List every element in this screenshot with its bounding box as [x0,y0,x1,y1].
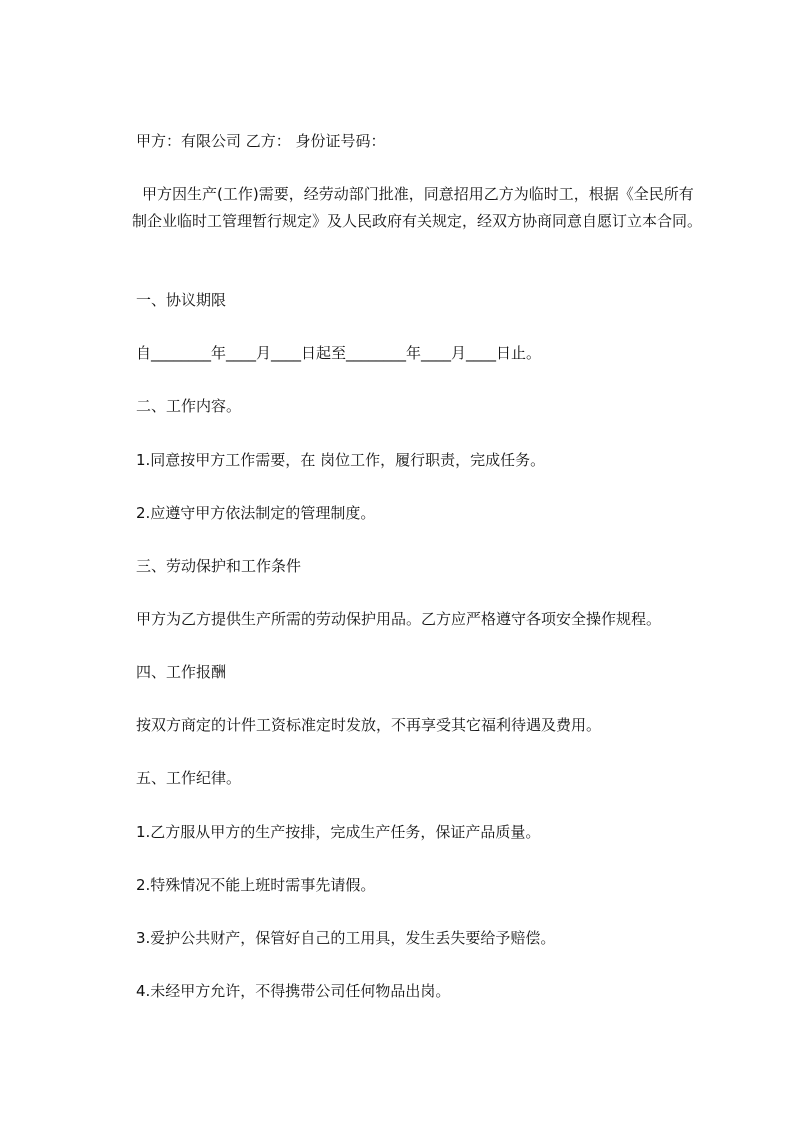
section-1-text: 自________年____月____日起至________年____月____日止。 [136,344,542,362]
section-3-text: 甲方为乙方提供生产所需的劳动保护用品。乙方应严格遵守各项安全操作规程。 [136,610,662,628]
section-3-title: 三、劳动保护和工作条件 [136,557,302,575]
section-5-item-3: 3.爱护公共财产，保管好自己的工用具，发生丢失要给予赔偿。 [136,929,556,947]
section-4-title: 四、工作报酬 [136,663,227,681]
section-2-item-1: 1.同意按甲方工作需要，在 岗位工作，履行职责，完成任务。 [136,451,546,469]
section-5-item-4: 4.未经甲方允许，不得携带公司任何物品出岗。 [136,982,451,1000]
section-2-item-2: 2.应遵守甲方依法制定的管理制度。 [136,504,376,522]
parties-line: 甲方：有限公司 乙方： 身份证号码： [136,132,386,150]
section-4-text: 按双方商定的计件工资标准定时发放，不再享受其它福利待遇及费用。 [136,716,602,734]
preamble-paragraph [132,181,708,235]
section-1-title: 一、协议期限 [136,291,227,309]
section-5-title: 五、工作纪律。 [136,769,242,787]
preamble-text: 甲方因生产(工作)需要，经劳动部门批准，同意招用乙方为临时工，根据《全民所有制企业临时工管理暂行规定》及人民政府有关规定，经双方协商同意自愿订立本合同。 [132,185,703,230]
section-5-item-1: 1.乙方服从甲方的生产按排，完成生产任务，保证产品质量。 [136,823,541,841]
section-5-item-2: 2.特殊情况不能上班时需事先请假。 [136,876,376,894]
section-2-title: 二、工作内容。 [136,397,242,415]
